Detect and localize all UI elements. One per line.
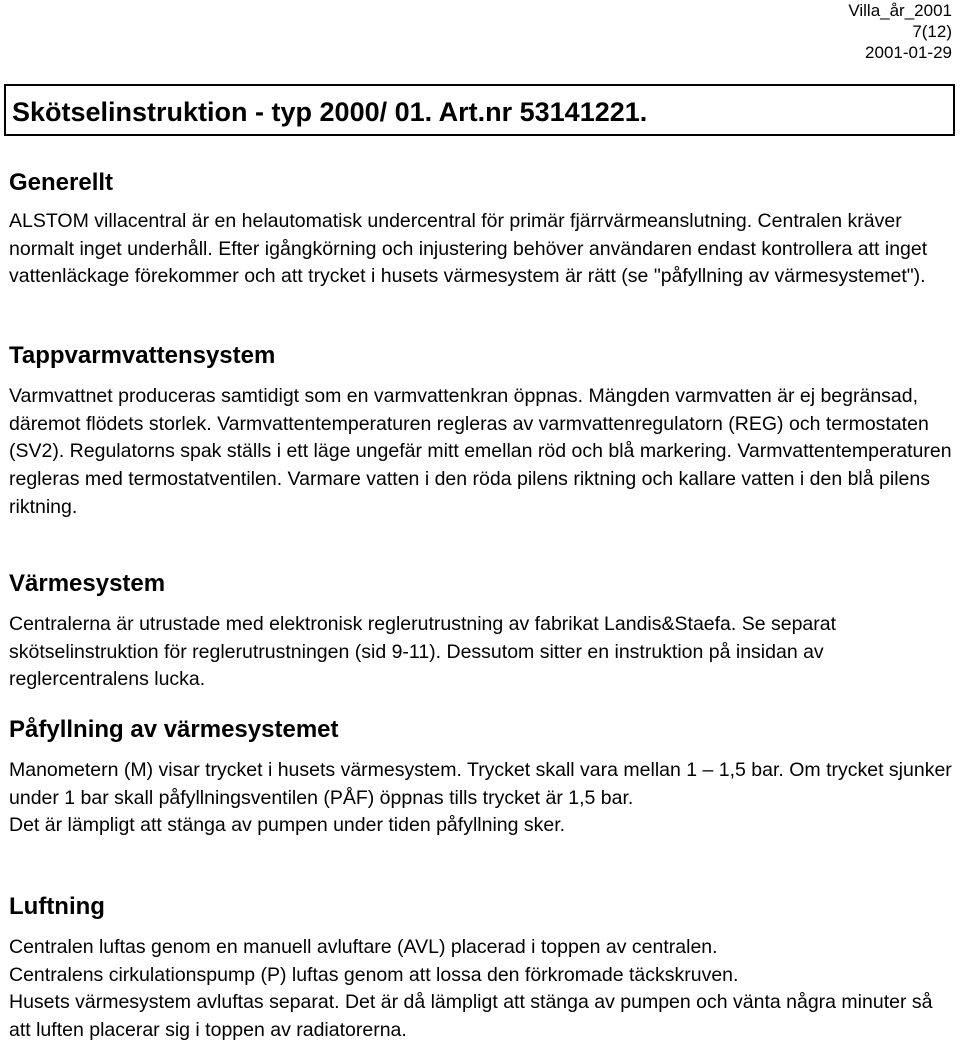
page-title: Skötselinstruktion - typ 2000/ 01. Art.nr 53141221. <box>12 97 648 127</box>
header-meta <box>848 0 952 63</box>
section-paragraph: Centralens cirkulationspump (P) luftas genom att lossa den förkromade täckskruven. <box>9 963 739 986</box>
section-paragraph: Det är lämpligt att stänga av pumpen under tiden påfyllning sker. <box>9 814 566 837</box>
doc-id: Villa_år_2001 <box>848 1 952 20</box>
section-varmesystem <box>9 569 954 694</box>
section-luftning <box>9 892 954 1045</box>
section-pafyllning <box>9 715 954 840</box>
section-tappvarmvattensystem <box>9 341 954 522</box>
section-heading: Påfyllning av värmesystemet <box>9 716 339 743</box>
section-paragraph: ALSTOM villacentral är en helautomatisk undercentral för primär fjärrvärmeanslutning. Centralen kräver normalt inget underhåll. Efter igångkörning och injustering behöver användaren endast kontrollera att inget vattenläckage förekommer och att trycket i husets värmesystem är rätt (se "påfyllning av värmesystemet"). <box>9 210 928 288</box>
section-paragraph: Centralen luftas genom en manuell avluftare (AVL) placerad i toppen av centralen. <box>9 936 718 958</box>
section-paragraph: Varmvattnet produceras samtidigt som en varmvattenkran öppnas. Mängden varmvatten är ej begränsad, däremot flödets storlek. Varmvattentemperaturen regleras av varmvattenregulatorn (REG) och termostaten (SV2). Regulatorns spak ställs i ett läge ungefär mitt emellan röd och blå markering. Varmvattentemperaturen regleras med termostatventilen. Varmare vatten i den röda pilens riktning och kallare vatten i den blå pilens riktning. <box>9 385 952 518</box>
section-paragraph: Husets värmesystem avluftas separat. Det är då lämpligt att stänga av pumpen och vänta några minuter så att luften placerar sig i toppen av radiatorerna. <box>9 991 933 1042</box>
title-box <box>4 84 955 136</box>
doc-date: 2001-01-29 <box>865 43 952 62</box>
section-paragraph: Centralerna är utrustade med elektronisk reglerutrustning av fabrikat Landis&Staefa. Se separat skötselinstruktion för reglerutrustningen (sid 9-11). Dessutom sitter en instruktion på insidan av reglercentralens lucka. <box>9 613 837 691</box>
section-paragraph: Manometern (M) visar trycket i husets värmesystem. Trycket skall vara mellan 1 – 1,5 bar. Om trycket sjunker under 1 bar skall påfyllningsventilen (PÅF) öppnas tills trycket är 1,5 bar. <box>9 759 952 809</box>
section-heading: Värmesystem <box>9 570 166 597</box>
page-number: 7(12) <box>912 22 952 41</box>
section-heading: Tappvarmvattensystem <box>9 342 276 369</box>
section-generellt <box>9 168 954 291</box>
section-heading: Luftning <box>9 893 105 920</box>
section-heading: Generellt <box>9 169 114 196</box>
